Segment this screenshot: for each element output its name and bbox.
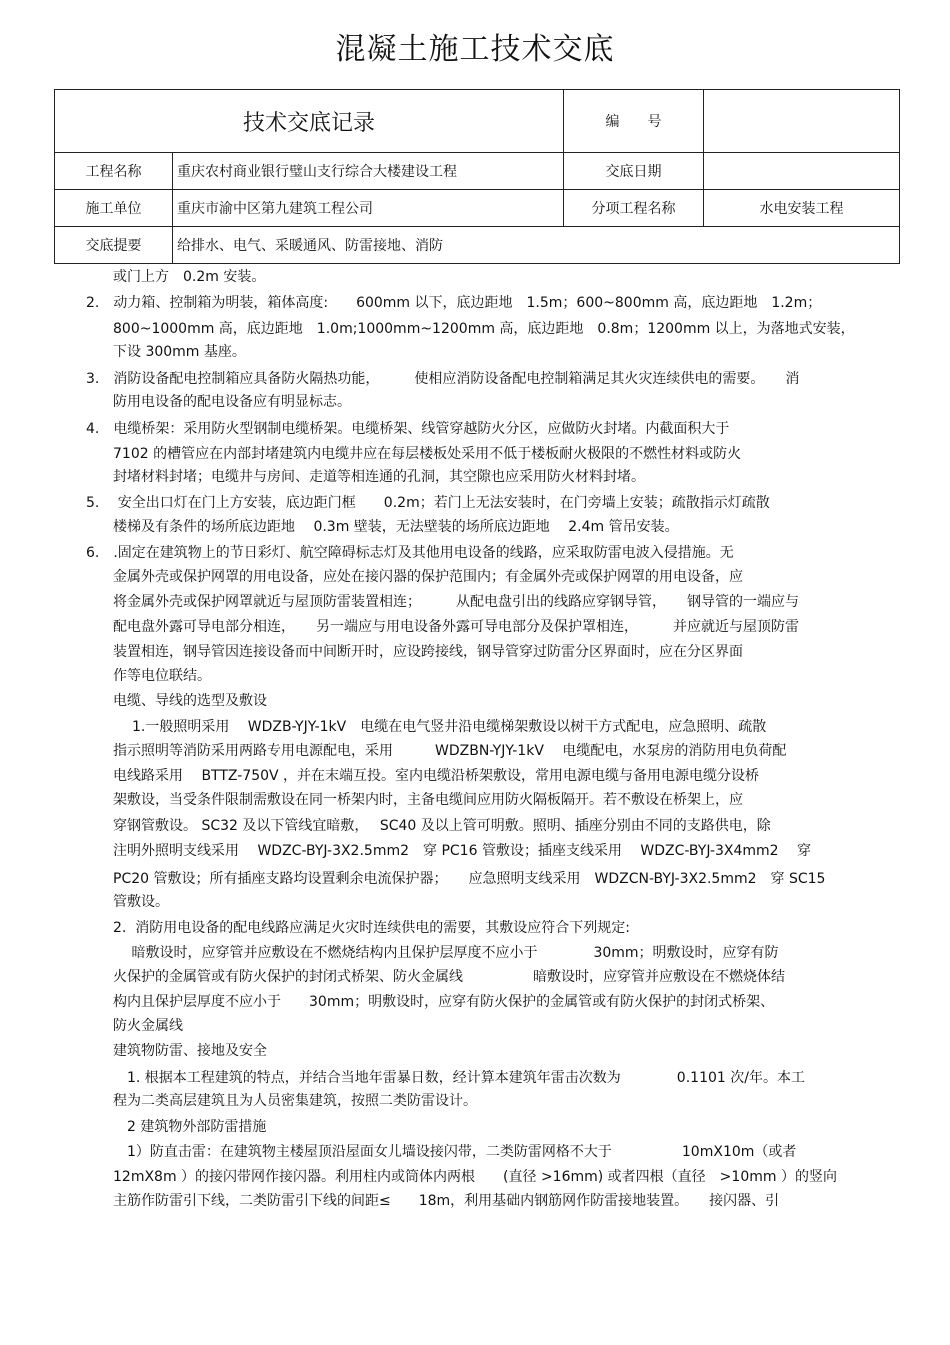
body-line: 指示照明等消防采用两路专用电源配电，采用 WDZBN-YJY-1kV 电缆配电，水泵房的消防用电负荷配 xyxy=(113,743,787,759)
number-value xyxy=(704,90,900,153)
date-label: 交底日期 xyxy=(564,153,704,190)
body-line: 暗敷设时，应穿管并应敷设在不燃烧结构内且保护层厚度不应小于 30mm；明敷设时，应穿有防 xyxy=(113,945,779,961)
body-line: 楼梯及有条件的场所底边距地 0.3m 壁装，无法壁装的场所底边距地 2.4m 管吊安装。 xyxy=(113,519,679,535)
body-line: 装置相连，钢导管因连接设备而中间断开时，应设跨接线，钢导管穿过防雷分区界面时，应在分区界面 xyxy=(113,644,743,660)
record-table xyxy=(54,89,900,264)
body-line: 穿钢管敷设。 SC32 及以下管线宜暗敷， SC40 及以上管可明敷。照明、插座分别由不同的支路供电，除 xyxy=(113,818,771,834)
body-line: 1. 根据本工程建筑的特点，并结合当地年雷暴日数，经计算本建筑年雷击次数为 0.1101 次/年。本工 xyxy=(113,1070,805,1086)
project-name-label: 工程名称 xyxy=(55,153,173,190)
project-name: 重庆农村商业银行璧山支行综合大楼建设工程 xyxy=(173,153,564,190)
body-line: PC20 管敷设；所有插座支路均设置剩余电流保护器； 应急照明支线采用 WDZCN-BYJ-3X2.5mm2 穿 SC15 xyxy=(113,871,826,887)
body-line: 5. 安全出口灯在门上方安装，底边距门框 0.2m；若门上无法安装时，在门旁墙上安装；疏散指示灯疏散 xyxy=(86,495,770,511)
body-line: 管敷设。 xyxy=(113,894,169,910)
body-line: 或门上方 0.2m 安装。 xyxy=(113,269,266,285)
construction-unit: 重庆市渝中区第九建筑工程公司 xyxy=(173,190,564,227)
body-line: 电线路采用 BTTZ-750V ，并在末端互投。室内电缆沿桥架敷设，常用电源电缆与备用电源电缆分设桥 xyxy=(113,768,760,784)
body-line: 金属外壳或保护网罩的用电设备，应处在接闪器的保护范围内；有金属外壳或保护网罩的用电设备，应 xyxy=(113,569,743,585)
body-line: 构内且保护层厚度不应小于 30mm；明敷设时，应穿有防火保护的金属管或有防火保护的封闭式桥架、 xyxy=(113,994,775,1010)
body-line: 防火金属线 xyxy=(113,1018,183,1034)
summary-value: 给排水、电气、采暖通风、防雷接地、消防 xyxy=(173,227,900,264)
sub-project-label: 分项工程名称 xyxy=(564,190,704,227)
body-line: 架敷设，当受条件限制需敷设在同一桥架内时，主备电缆间应用防火隔板隔开。若不敷设在桥架上，应 xyxy=(113,792,743,808)
number-label: 编 号 xyxy=(564,90,704,153)
body-line: 将金属外壳或保护网罩就近与屋顶防雷装置相连； 从配电盘引出的线路应穿钢导管， 钢导管的一端应与 xyxy=(113,594,799,610)
body-line: 电缆、导线的选型及敷设 xyxy=(113,693,267,709)
body-line: 2 建筑物外部防雷措施 xyxy=(113,1119,267,1135)
body-line: 12mX8m ）的接闪带网作接闪器。利用柱内或筒体内两根 (直径 >16mm) 或者四根（直径 >10mm ）的竖向 xyxy=(113,1169,837,1185)
body-line: 7102 的槽管应在内部封堵建筑内电缆井应在每层楼板处采用不低于楼板耐火极限的不燃性材料或防火 xyxy=(113,446,742,462)
date-value xyxy=(704,153,900,190)
record-title: 技术交底记录 xyxy=(55,90,564,153)
body-line: 1）防直击雷：在建筑物主楼屋顶沿屋面女儿墙设接闪带，二类防雷网格不大于 10mX10m（或者 xyxy=(113,1144,797,1160)
body-line: 1.一般照明采用 WDZB-YJY-1kV 电缆在电气竖井沿电缆梯架敷设以树干方式配电，应急照明、疏散 xyxy=(118,719,767,735)
body-line: 6. .固定在建筑物上的节日彩灯、航空障碍标志灯及其他用电设备的线路，应采取防雷电波入侵措施。无 xyxy=(86,545,734,561)
body-line: 3. 消防设备配电控制箱应具备防火隔热功能， 使相应消防设备配电控制箱满足其火灾连续供电的需要。 消 xyxy=(86,371,800,387)
body-line: 下设 300mm 基座。 xyxy=(113,344,246,360)
body-line: 2. 消防用电设备的配电线路应满足火灾时连续供电的需要，其敷设应符合下列规定: xyxy=(113,920,630,936)
body-line: 注明外照明支线采用 WDZC-BYJ-3X2.5mm2 穿 PC16 管敷设；插座支线采用 WDZC-BYJ-3X4mm2 穿 xyxy=(113,843,812,859)
body-line: 主筋作防雷引下线，二类防雷引下线的间距≤ 18m，利用基础内钢筋网作防雷接地装置。 接闪器、引 xyxy=(113,1193,780,1209)
body-line: 配电盘外露可导电部分相连， 另一端应与用电设备外露可导电部分及保护罩相连， 并应就近与屋顶防雷 xyxy=(113,619,799,635)
body-line: 建筑物防雷、接地及安全 xyxy=(113,1043,267,1059)
body-line: 2. 动力箱、控制箱为明装，箱体高度: 600mm 以下，底边距地 1.5m；600~800mm 高，底边距地 1.2m； xyxy=(86,295,822,311)
document-title: 混凝土施工技术交底 xyxy=(335,32,615,67)
unit-label: 施工单位 xyxy=(55,190,173,227)
body-line: 火保护的金属管或有防火保护的封闭式桥架、防火金属线 暗敷设时，应穿管并应敷设在不燃烧体结 xyxy=(113,969,785,985)
body-line: 800~1000mm 高，底边距地 1.0m;1000mm~1200mm 高，底边距地 0.8m；1200mm 以上，为落地式安装， xyxy=(113,321,855,337)
body-line: 4. 电缆桥架：采用防火型钢制电缆桥架。电缆桥架、线管穿越防火分区，应做防火封堵。内截面积大于 xyxy=(86,421,730,437)
sub-project-value: 水电安装工程 xyxy=(704,190,900,227)
body-line: 封堵材料封堵；电缆井与房间、走道等相连通的孔洞，其空隙也应采用防火材料封堵。 xyxy=(113,469,645,485)
body-line: 程为二类高层建筑且为人员密集建筑，按照二类防雷设计。 xyxy=(113,1093,477,1109)
body-line: 防用电设备的配电设备应有明显标志。 xyxy=(113,394,351,410)
summary-label: 交底提要 xyxy=(55,227,173,264)
body-line: 作等电位联结。 xyxy=(113,668,211,684)
